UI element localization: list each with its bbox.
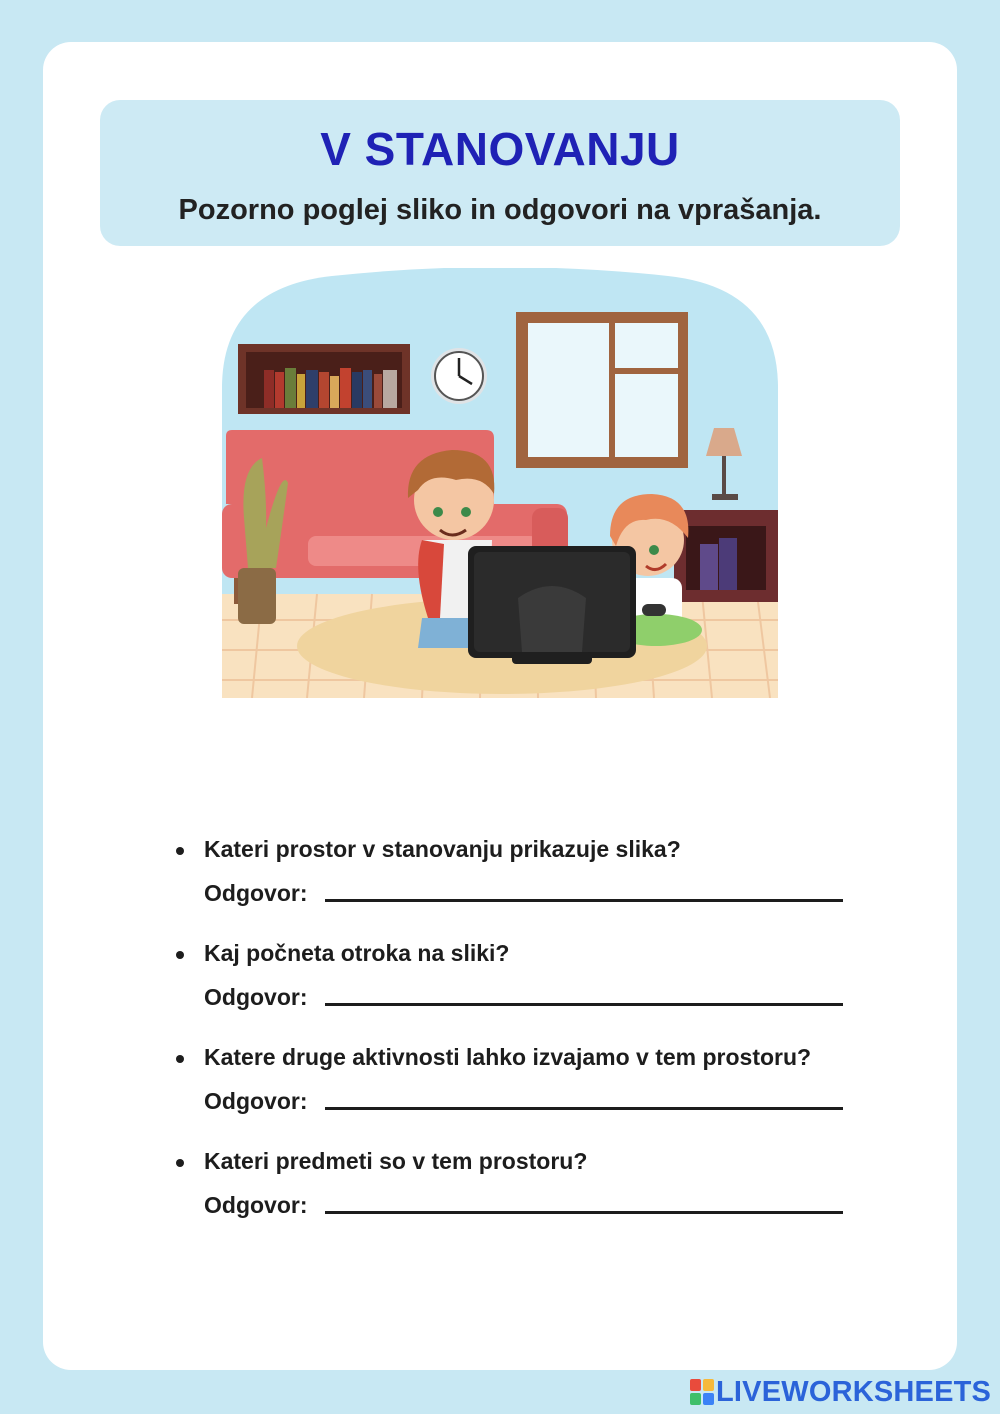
liveworksheets-logo-icon <box>690 1379 714 1405</box>
answer-label: Odgovor: <box>204 1088 308 1114</box>
answer-label: Odgovor: <box>204 1192 308 1218</box>
bullet-icon <box>176 1159 184 1167</box>
answer-input[interactable] <box>325 1107 843 1110</box>
answer-input[interactable] <box>325 899 843 902</box>
answer-input[interactable] <box>325 1003 843 1006</box>
question-list <box>174 836 914 1252</box>
instructions: Pozorno poglej sliko in odgovori na vprašanja. <box>178 194 822 226</box>
question-item <box>174 940 914 1044</box>
question-item <box>174 1044 914 1148</box>
answer-label: Odgovor: <box>204 984 308 1010</box>
header-box <box>100 100 900 246</box>
answer-label: Odgovor: <box>204 880 308 906</box>
page-title: V STANOVANJU <box>320 123 680 175</box>
answer-input[interactable] <box>325 1211 843 1214</box>
question-text: Kateri predmeti so v tem prostoru? <box>204 1148 588 1174</box>
question-text: Kateri prostor v stanovanju prikazuje slika? <box>204 836 681 862</box>
brand-name: LIVEWORKSHEETS <box>716 1375 992 1408</box>
bullet-icon <box>176 1055 184 1063</box>
question-item <box>174 1148 914 1252</box>
liveworksheets-brand[interactable] <box>690 1377 991 1407</box>
bullet-icon <box>176 847 184 855</box>
question-text: Kaj počneta otroka na sliki? <box>204 940 510 966</box>
bullet-icon <box>176 951 184 959</box>
question-item <box>174 836 914 940</box>
living-room-illustration <box>222 268 778 698</box>
question-text: Katere druge aktivnosti lahko izvajamo v tem prostoru? <box>204 1044 812 1070</box>
